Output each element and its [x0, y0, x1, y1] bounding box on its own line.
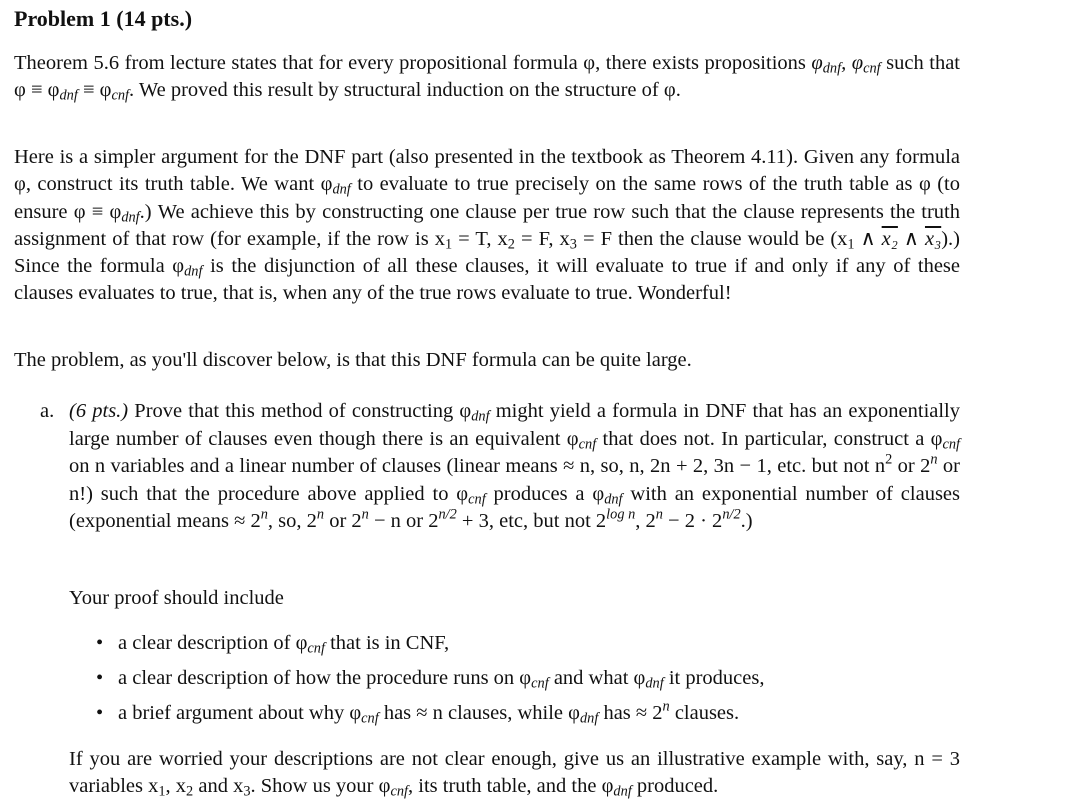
- bullet-icon: •: [96, 702, 104, 724]
- proof-intro: Your proof should include: [69, 587, 284, 609]
- bullet-item-cnf-description: • a clear description of $\varphi_{cnf}$ that is in CNF,: [96, 632, 450, 657]
- bullet-icon: •: [96, 632, 104, 654]
- bullet-item-procedure-description: • a clear description of how the procedure runs on $\varphi_{cnf}$ and what $\varphi_{dnf}$ it produces,: [96, 667, 765, 692]
- part-a-body: (6 pts.) Prove that this method of constructing $\varphi_{dnf}$ might yield a formula in DNF that has an exponentially large number of clauses even though there is an equivalent $\varphi_{cnf}$ that does not. In particular, construct a $\varphi_{cnf}$ on n variables and a linear number of clauses (linear means ≈ n, so, n, 2n + 2, 3n − 1, etc. but not $n^2$ or 2$^n$ or n!) such that the procedure above applied to $\varphi_{cnf}$ produces a $\varphi_{dnf}$ with an exponential number of clauses (exponential means ≈ $2^n$, so, 2$^n$ or $2^n - n$ or $2^{n/2} + 3$, etc, but not $2^{log n}$, $2^n - 2 \cdot 2^{n/2}$.): [69, 400, 961, 532]
- part-a-label: a.: [40, 400, 55, 422]
- intro-paragraph-problem: The problem, as you'll discover below, is that this DNF formula can be quite large.: [14, 349, 692, 371]
- illustrative-example-note: If you are worried your descriptions are not clear enough, give us an illustrative example with, say, n = 3 variables $x_1$, $x_2$ and $x_3$. Show us your $\varphi_{cnf}$, its truth table, and the $\varphi_{dnf}$ produced.: [69, 748, 960, 800]
- problem-title: Problem 1 (14 pts.): [14, 6, 193, 31]
- intro-paragraph-dnf-argument: Here is a simpler argument for the DNF part (also presented in the textbook as Theorem 4.11). Given any formula φ, construct its truth table. We want $\varphi_{dnf}$ to evaluate to true precisely on the same rows of the truth table as φ (to ensure $\varphi \equiv \varphi_{dnf}$.) We achieve this by constructing one clause per true row such that the clause represents the truth assignment of that row (for example, if the row is $x_1 = T$, $x_2 = F$, $x_3 = F$ then the clause would be ($x_1$ ∧ x₂ ∧ x₃).) Since the formula $\varphi_{dnf}$ is the disjunction of all these clauses, it will evaluate to true if and only if any of these clauses evaluates to true, that is, when any of the true rows evaluate to true. Wonderful!: [14, 146, 961, 305]
- bullet-item-clause-argument: • a brief argument about why $\varphi_{cnf}$ has ≈ n clauses, while $\varphi_{dnf}$ has ≈ $2^n$ clauses.: [96, 698, 740, 727]
- bullet-icon: •: [96, 667, 104, 689]
- intro-paragraph-theorem: Theorem 5.6 from lecture states that for every propositional formula φ, there exists propositions $\varphi_{dnf}$, $\varphi_{cnf}$ such that $\varphi \equiv \varphi_{dnf} \equiv \varphi_{cnf}$. We proved this result by structural induction on the structure of φ.: [14, 52, 960, 104]
- part-a: [40, 398, 960, 536]
